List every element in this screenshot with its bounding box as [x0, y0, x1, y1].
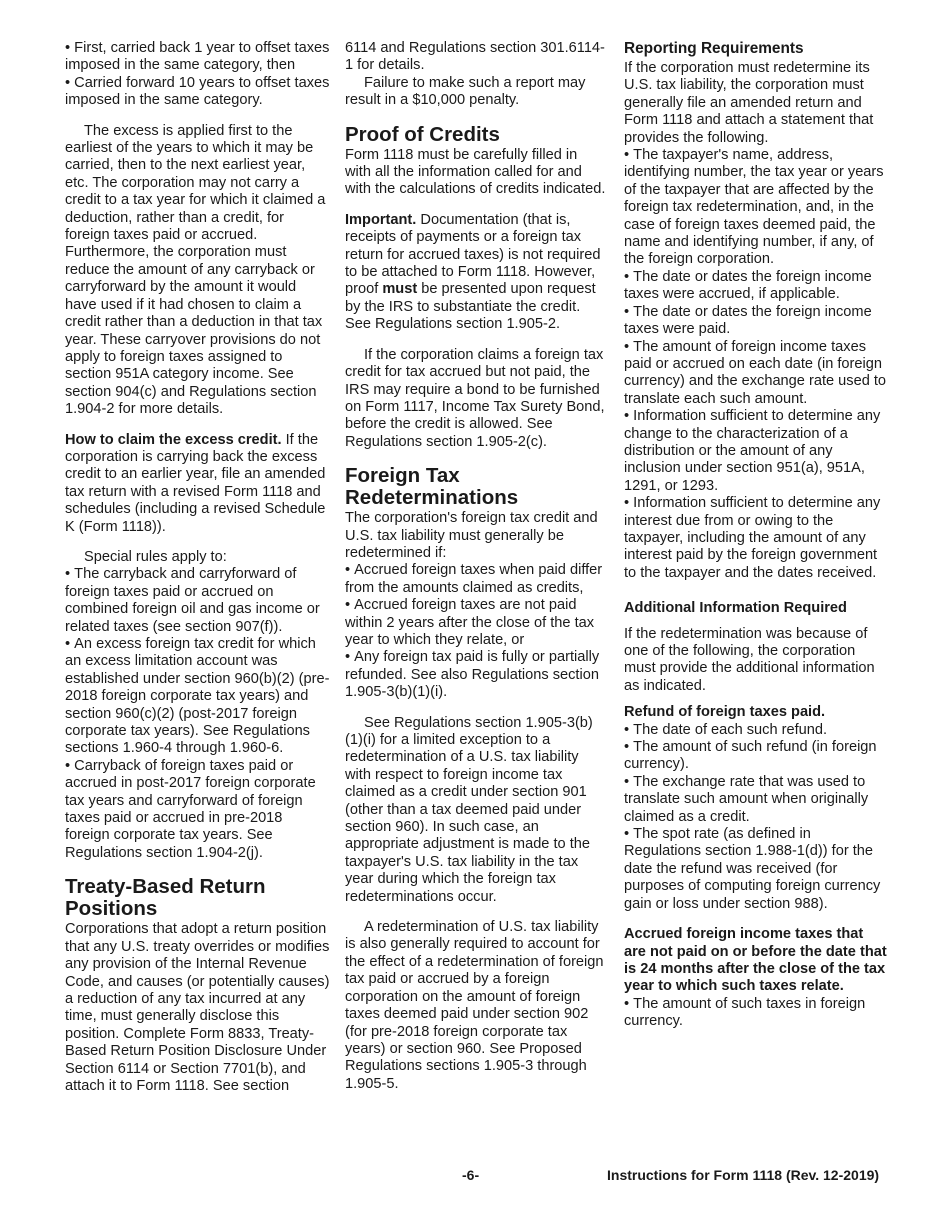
paragraph-limited-exception: See Regulations section 1.905-3(b)(1)(i) for a limited exception to a redetermination of a U.S. tax liability with respect to foreign income tax claimed as a credit under section 901 (other than a tax deemed paid under section 960). In such case, an appropriate adjustment is made to the taxpayer's U.S. tax liability in the tax year during which the foreign tax redeterminations occur.: [345, 714, 593, 905]
column-right: [624, 40, 889, 1031]
paragraph-excess-applied: The excess is applied first to the earliest of the years to which it may be carried, then to the next earliest year, etc. The corporation may not carry a credit to a tax year for which it claimed a deduction, rather than a credit, for foreign taxes paid or accrued. Furthermore, the corporation must reduce the amount of any carryback or carryforward by the amount it would have used if it had chosen to claim a credit rather than a deduction in that tax year. These carryover provisions do not apply to foreign taxes assigned to section 951A category income. See section 904(c) and Regulations section 1.904-2 for more details.: [65, 122, 326, 418]
heading-reporting-requirements: Reporting Requirements: [624, 40, 804, 57]
paragraph-reporting: If the corporation must redetermine its U.S. tax liability, the corporation must generally file an amended return and Form 1118 and attach a statement that provides the following.: [624, 60, 874, 146]
paragraph-redetermined-if: The corporation's foreign tax credit and U.S. tax liability must generally be redetermined if:: [345, 510, 598, 561]
column-left: [65, 40, 330, 1095]
bullet-interest: • Information sufficient to determine any interest due from or owing to the taxpayer, including the amount of any interest paid by the foreign government to the taxpayer and the dates received.: [624, 495, 889, 582]
bullet-amount-exchange-rate: • The amount of foreign income taxes paid or accrued on each date (in foreign currency) and the exchange rate used to translate each such amount.: [624, 339, 889, 409]
bullet-refund-amount: • The amount of such refund (in foreign currency).: [624, 739, 889, 774]
bullet-excess-limitation: • An excess foreign tax credit for which an excess limitation account was established under section 960(b)(2) (pre-2018 foreign corporate tax years) and section 960(c)(2) (post-2017 foreign corporate tax years). See Regulations sections 1.960-4 through 1.960-6.: [65, 636, 330, 758]
bullet-refunded: • Any foreign tax paid is fully or partially refunded. See also Regulations section 1.905-3(b)(1)(i).: [345, 649, 607, 701]
heading-additional-info: Additional Information Required: [624, 600, 847, 617]
paragraph-special-rules: Special rules apply to:: [84, 548, 227, 565]
bullet-refund-date: • The date of each such refund.: [624, 722, 889, 739]
bullet-characterization: • Information sufficient to determine any change to the characterization of a distribution or the amount of any inclusion under section 951(a), 951A, 1291, or 1293.: [624, 408, 889, 495]
bullet-taxpayer-name: • The taxpayer's name, address, identifying number, the tax year or years of the taxpayer that are affected by the foreign tax redetermination, and, in the case of foreign taxes deemed paid, the name and identifying number, if any, of the foreign corporation.: [624, 147, 889, 269]
paragraph-text: Documentation (that is, receipts of payments or a foreign tax return for accrued taxes) is not required to be attached to Form 1118. However, proof: [345, 211, 601, 298]
paragraph-penalty: Failure to make such a report may result in a $10,000 penalty.: [345, 74, 586, 109]
paragraph-important: [345, 212, 607, 334]
heading-accrued-not-paid: Accrued foreign income taxes that are not paid on or before the date that is 24 months after the close of the tax year to which such taxes relate.: [624, 926, 887, 995]
bullet-dates-paid: • The date or dates the foreign income taxes were paid.: [624, 304, 889, 339]
paragraph-form-1118-filled: Form 1118 must be carefully filled in with all the information called for and with the calculations of credits indicated.: [345, 146, 606, 198]
bullet-not-paid-2-years: • Accrued foreign taxes are not paid within 2 years after the close of the tax year to which they relate, or: [345, 597, 607, 649]
bullet-spot-rate: • The spot rate (as defined in Regulations section 1.988-1(d)) for the date the refund was received (for purposes of computing foreign currency gain or loss under section 988).: [624, 826, 889, 913]
emphasis-must: must: [382, 281, 418, 298]
heading-refund: Refund of foreign taxes paid.: [624, 704, 826, 721]
paragraph-additional-info: If the redetermination was because of one of the following, the corporation must provide the additional information as indicated.: [624, 625, 875, 694]
heading-proof-of-credits: Proof of Credits: [345, 122, 500, 146]
form-reference: Instructions for Form 1118 (Rev. 12-2019): [607, 1167, 880, 1183]
paragraph-deemed-paid: A redetermination of U.S. tax liability is also generally required to account for the effect of a redetermination of foreign tax paid or accrued by a foreign corporation on the amount of foreign taxes deemed paid under section 902 (for pre-2018 foreign corporate tax years) or section 960. See Proposed Regulations sections 1.905-3 through 1.905-5.: [345, 919, 604, 1092]
bullet-oil-gas: • The carryback and carryforward of foreign taxes paid or accrued on combined foreign oil and gas income or related taxes (see section 907(f)).: [65, 566, 330, 636]
bullet-exchange-rate: • The exchange rate that was used to translate such amount when originally claimed as a credit.: [624, 774, 889, 826]
bullet-carried-back: • First, carried back 1 year to offset taxes imposed in the same category, then: [65, 40, 330, 75]
paragraph-how-to-claim: [65, 432, 330, 536]
paragraph-section-6114: 6114 and Regulations section 301.6114-1 for details.: [345, 40, 605, 74]
paragraph-text: If the corporation is carrying back the excess credit to an earlier year, file an amended tax return with a revised Form 1118 and schedules (including a revised Schedule K (Form 1118)).: [65, 431, 326, 535]
run-in-heading: Important.: [345, 211, 417, 228]
bullet-taxes-amount: • The amount of such taxes in foreign currency.: [624, 996, 889, 1031]
bullet-accrued-differ: • Accrued foreign taxes when paid differ from the amounts claimed as credits,: [345, 562, 607, 597]
heading-treaty-based: Treaty-Based Return Positions: [65, 875, 266, 921]
paragraph-bond: If the corporation claims a foreign tax credit for tax accrued but not paid, the IRS may require a bond to be furnished on Form 1117, Income Tax Surety Bond, before the credit is allowed. See Regulations section 1.905-2(c).: [345, 346, 605, 450]
heading-foreign-tax-redeterminations: Foreign Tax Redeterminations: [345, 464, 519, 510]
paragraph-text: be presented upon request by the IRS to substantiate the credit. See Regulations section 1.905-2.: [345, 281, 596, 333]
page-number: -6-: [462, 1167, 480, 1183]
paragraph-treaty-based: Corporations that adopt a return position that any U.S. treaty overrides or modifies any provision of the Internal Revenue Code, and causes (or potentially causes) a reduction of any tax incurred at any time, must generally disclose this position. Complete Form 8833, Treaty-Based Return Position Disclosure Under Section 6114 or Section 7701(b), and attach it to Form 1118. See section: [65, 921, 330, 1094]
column-middle: [345, 40, 607, 1093]
bullet-carryback-post-2017: • Carryback of foreign taxes paid or accrued in post-2017 foreign corporate tax years and carryforward of foreign taxes paid or accrued in pre-2018 foreign corporate tax years. See Regulations section 1.904-2(j).: [65, 758, 330, 862]
bullet-carried-forward: • Carried forward 10 years to offset taxes imposed in the same category.: [65, 75, 330, 110]
run-in-heading: How to claim the excess credit.: [65, 431, 282, 448]
bullet-dates-accrued: • The date or dates the foreign income taxes were accrued, if applicable.: [624, 269, 889, 304]
